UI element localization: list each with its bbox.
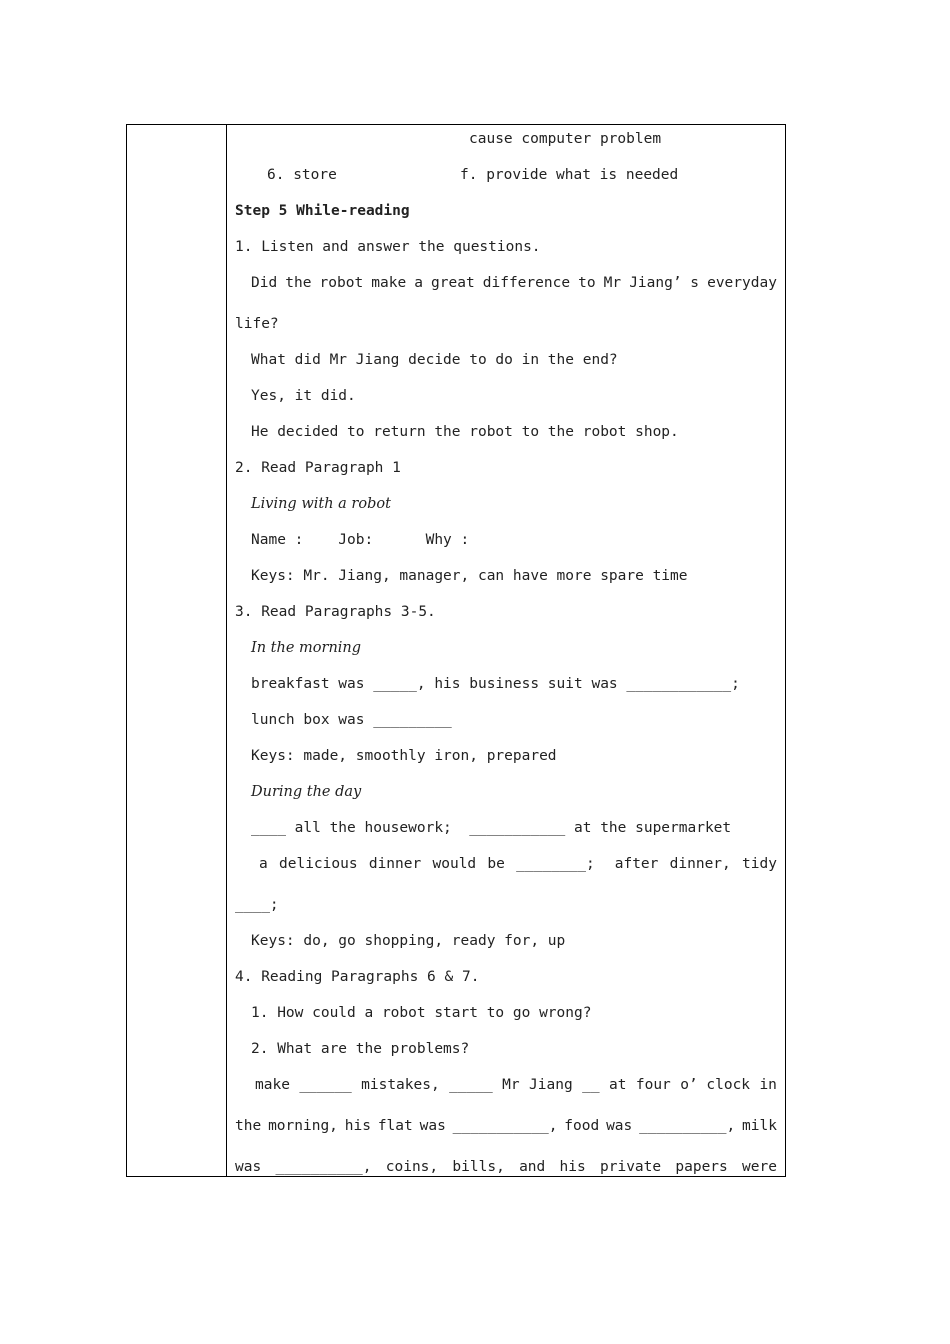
answer-2: He decided to return the robot to the robot shop.	[251, 424, 679, 440]
blank-line-lunch: lunch box was _________	[251, 712, 452, 728]
match-item-6: 6. store	[267, 167, 337, 183]
blank-line-problems-1: make ______ mistakes, _____ Mr Jiang __ at four o’ clock in	[255, 1077, 777, 1093]
step-5-heading: Step 5 While-reading	[235, 203, 410, 219]
task-2-heading: 2. Read Paragraph 1	[235, 460, 401, 476]
keys-2: Keys: made, smoothly iron, prepared	[251, 748, 557, 764]
keys-3: Keys: do, go shopping, ready for, up	[251, 933, 566, 949]
question-3: 1. How could a robot start to go wrong?	[251, 1005, 592, 1021]
subheading-morning: In the morning	[251, 640, 362, 656]
blank-line-dinner-continued: ____;	[235, 897, 279, 913]
column-divider	[226, 125, 227, 1176]
subheading-day: During the day	[251, 784, 362, 800]
question-4: 2. What are the problems?	[251, 1041, 470, 1057]
blank-line-problems-3: was __________, coins, bills, and his private papers were	[235, 1159, 777, 1175]
reading-title: Living with a robot	[251, 496, 391, 512]
task-3-heading: 3. Read Paragraphs 3-5.	[235, 604, 436, 620]
match-item-f: f. provide what is needed	[460, 167, 679, 183]
blank-line-housework: ____ all the housework; ___________ at the supermarket	[251, 820, 732, 836]
question-1: Did the robot make a great difference to Mr Jiang’ s everyday	[251, 275, 777, 291]
lesson-table	[126, 124, 786, 1177]
answer-1: Yes, it did.	[251, 388, 356, 404]
task-1-heading: 1. Listen and answer the questions.	[235, 239, 541, 255]
blank-line-problems-2: the morning, his flat was ___________, food was __________, milk	[235, 1118, 777, 1134]
task-4-heading: 4. Reading Paragraphs 6 & 7.	[235, 969, 480, 985]
keys-1: Keys: Mr. Jiang, manager, can have more spare time	[251, 568, 688, 584]
blank-line-dinner: a delicious dinner would be ________; after dinner, tidy	[259, 856, 777, 872]
blank-line-breakfast: breakfast was _____, his business suit was ____________;	[251, 676, 740, 692]
question-2: What did Mr Jiang decide to do in the end?	[251, 352, 618, 368]
question-1-continued: life?	[235, 316, 279, 332]
match-item-e-continued: cause computer problem	[469, 131, 662, 147]
info-fields: Name : Job: Why :	[251, 532, 470, 548]
